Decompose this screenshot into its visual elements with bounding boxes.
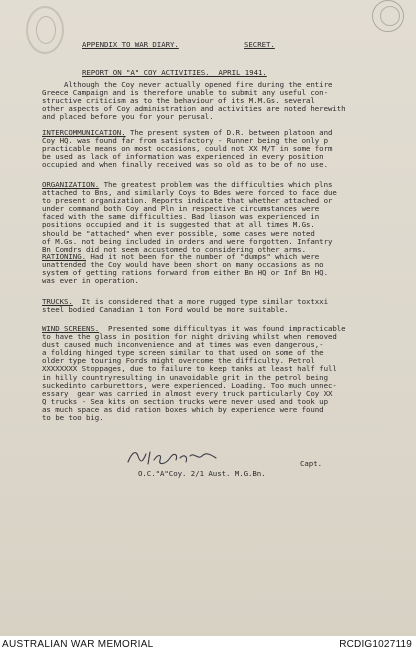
section-organization (42, 181, 337, 254)
section-text: The greatest problem was the difficulties which plns attached to Bns, and similarly Coys to Bdes were forced to face due to present organization. Reports indicate that whether attached or under command both Coy and Pln in respective circumstances were faced with the same difficulties. Bad liason was experienced in positions occupied and it is suggested that at all times M.Gs. should be "attached" when ever possible, some cases were noted of M.Gs. not being included in orders and were forgotten. Infantry Bn Comdrs did not seem accustomed to considering other arms. (42, 180, 337, 254)
archive-footer (0, 636, 416, 654)
section-rationing (42, 253, 328, 285)
water-stain (380, 6, 400, 26)
archive-name: AUSTRALIAN WAR MEMORIAL (2, 639, 154, 650)
handwritten-signature (124, 446, 220, 468)
secret-marking: SECRET. (244, 40, 275, 49)
section-heading: WIND SCREENS. (42, 324, 100, 333)
section-heading: TRUCKS. (42, 297, 73, 306)
water-stain (36, 16, 56, 44)
section-text: The present system of D.R. between platoon and Coy HQ. was found far from satisfactory - Runner being the only p practicable means on most occasions, could not XX M/T in some form be used as lack of information was experienced in every position occupied and when finally received was so old as to be of no use. (42, 128, 333, 170)
signatory-unit: O.C."A"Coy. 2/1 Aust. M.G.Bn. (138, 469, 266, 478)
signatory-rank: Capt. (300, 459, 322, 468)
section-wind-screens (42, 325, 346, 422)
section-heading: RATIONING. (42, 252, 86, 261)
record-id: RCDIG1027119 (339, 639, 412, 650)
report-title: REPORT ON "A" COY ACTIVITIES. APRIL 1941. (82, 68, 267, 77)
intro-paragraph: Although the Coy never actually opened fire during the entire Greece Campaign and is therefore unable to submit any useful con- structive criticism as to the behaviour of its M.M.Gs. several other aspects of Coy administration and activities are noted herewith and placed before you for your perusal. (42, 80, 346, 122)
section-text: It is considered that a more rugged type similar toxtxxi steel bodied Canadian 1 ton Ford would be more suitable. (42, 297, 328, 315)
section-trucks (42, 298, 328, 314)
appendix-heading: APPENDIX TO WAR DIARY. (82, 40, 179, 49)
section-heading: ORGANIZATION. (42, 180, 100, 189)
section-text: Presented some difficultyas it was found impracticable to have the glass in position for night driving whilst when removed dust caused much inconvenience and at times was even dangerous,- a folding hinged type screen similar to that used on some of the older type touring Fords might overcome the difficulty. Petrol XXXXXXXX Stoppages, due to failure to keep tanks at least half full in hilly countryresulting in unavoidable grit in the petrol being suckedinto carburettors, were experienced. Loading. Too much unnec- essary gear was carried in almost every truck particularly Coy XX Q trucks - Sea kits on section trucks were never used and took up as much space as did ration boxes which by experience were found to be too big. (42, 324, 346, 423)
section-intercommunication (42, 129, 332, 169)
section-heading: INTERCOMMUNICATION. (42, 128, 126, 137)
section-text: Had it not been for the number of "dumps" which were unattended the Coy would have been short on many occasions as no system of getting rations forward from either Bn HQ or Inf Bn HQ. was ever in operation. (42, 252, 328, 286)
